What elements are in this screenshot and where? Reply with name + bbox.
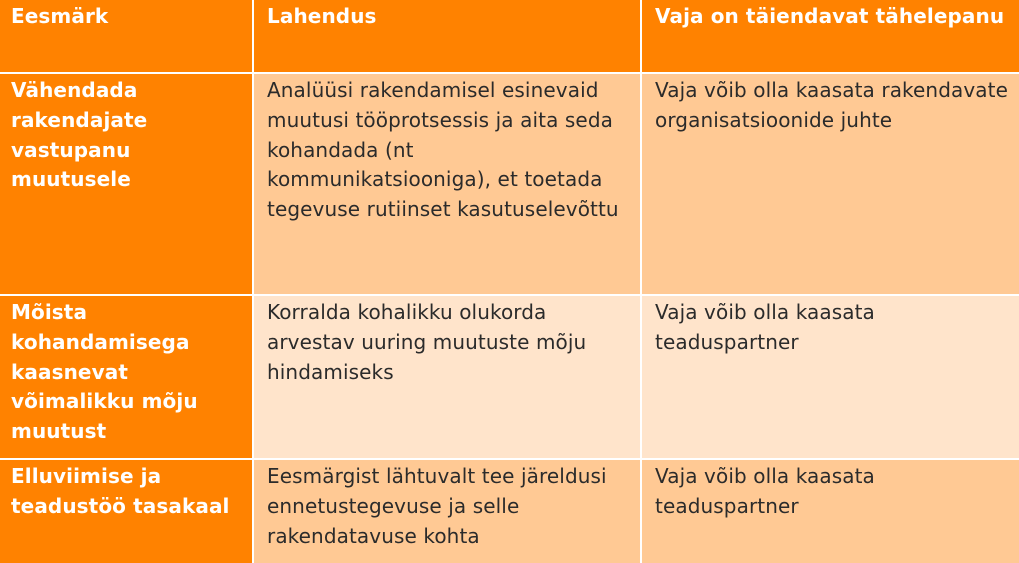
row-3-attention: Vaja võib olla kaasata teaduspartner xyxy=(642,460,1019,563)
header-solution: Lahendus xyxy=(254,0,640,72)
row-2-solution: Korralda kohalikku olukorda arvestav uuring muutuste mõju hindamiseks xyxy=(254,296,640,458)
header-attention: Vaja on täiendavat tähelepanu xyxy=(642,0,1019,72)
row-2-attention: Vaja võib olla kaasata teaduspartner xyxy=(642,296,1019,458)
row-2-goal: Mõista kohandamisega kaasnevat võimalikku mõju muutust xyxy=(0,296,252,458)
row-1-solution: Analüüsi rakendamisel esinevaid muutusi tööprotsessis ja aita seda kohandada (nt kommunikatsiooniga), et toetada tegevuse rutiinset kasutuselevõttu xyxy=(254,74,640,294)
row-1-attention: Vaja võib olla kaasata rakendavate organisatsioonide juhte xyxy=(642,74,1019,294)
row-3-goal: Elluviimise ja teadustöö tasakaal xyxy=(0,460,252,563)
row-1-goal: Vähendada rakendajate vastupanu muutusele xyxy=(0,74,252,294)
row-3-solution: Eesmärgist lähtuvalt tee järeldusi ennetustegevuse ja selle rakendatavuse kohta xyxy=(254,460,640,563)
header-goal: Eesmärk xyxy=(0,0,252,72)
